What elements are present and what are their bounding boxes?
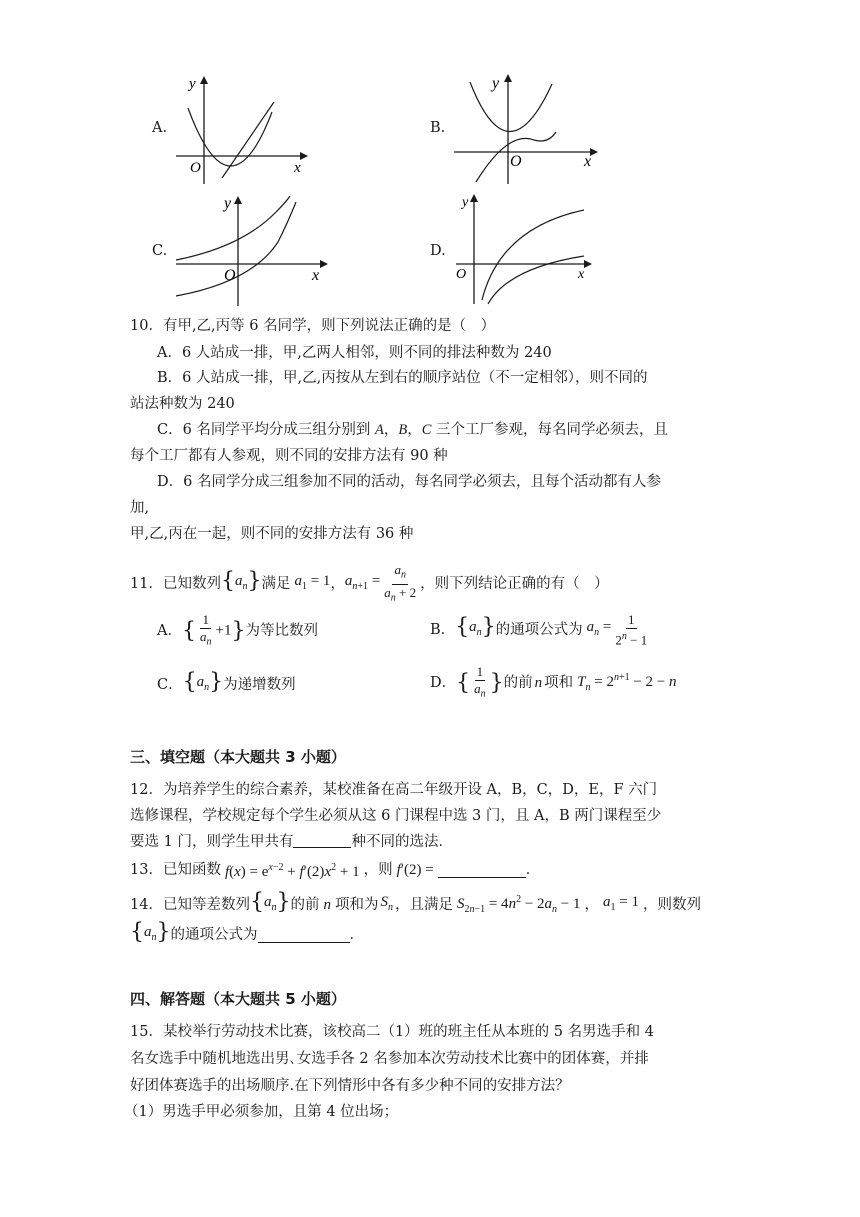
graph-d	[452, 188, 596, 308]
graph-c	[172, 192, 332, 308]
axis-x-label: x	[294, 160, 301, 176]
q14-answer-blank[interactable]	[258, 928, 350, 943]
option-d-label: D.	[430, 243, 446, 259]
q10-option-d-line3: 甲,乙,丙在一起，则不同的安排方法有 36 种	[130, 526, 414, 542]
origin-label: O	[456, 267, 467, 282]
axis-x-label: x	[578, 267, 585, 282]
q10-stem: 10．有甲,乙,丙等 6 名同学，则下列说法正确的是（ ）	[130, 318, 496, 334]
q12-line2: 选修课程，学校规定每个学生必须从这 6 门课程中选 3 门，且 A，B 两门课程至少	[130, 808, 662, 824]
q10-option-d-line2: 加,	[130, 500, 150, 516]
axis-x-label: x	[584, 153, 592, 170]
q10-option-c-line2: 每个工厂都有人参观，则不同的安排方法有 90 种	[130, 448, 448, 464]
q12-line1: 12．为培养学生的综合素养，某校准备在高二年级开设 A，B，C，D，E，F 六门	[130, 782, 658, 798]
q15-line2: 名女选手中随机地选出男､女选手各 2 名参加本次劳动技术比赛中的团体赛，并排	[130, 1051, 649, 1067]
q12-line3: 要选 1 门，则学生甲共有 种不同的选法．	[130, 834, 453, 850]
q11-option-a: A． { $\frac{1}{a_n}$ +1} 为等比数列	[157, 612, 318, 648]
q15-line1: 15．某校举行劳动技术比赛，该校高二（1）班的班主任从本班的 5 名男选手和 4	[130, 1024, 654, 1040]
option-a-label: A.	[152, 120, 168, 136]
q10-option-d-line1: D．6 名同学分成三组参加不同的活动，每名同学必须去，且每个活动都有人参	[157, 474, 661, 490]
axis-y-label: y	[492, 75, 500, 92]
q10-option-b-line1: B．6 人站成一排，甲,乙,丙按从左到右的顺序站位（不一定相邻），则不同的	[157, 370, 648, 386]
q11-stem: 11．已知数列 $\{a_n\}$ 满足 $a_1 = 1$ ， $a_{n+1}$ = $\frac{a_n}{a_n + 2}$ ，则下列结论正确的有（ ）	[130, 562, 609, 604]
origin-label: O	[510, 153, 522, 170]
q13-line: 13．已知函数 $f(x) = e^{x-2} + f'(2)x^2 + 1$ ，则 f′(2) = ．	[130, 862, 541, 880]
graph-a	[170, 72, 310, 188]
origin-label: O	[190, 160, 201, 176]
origin-label: O	[224, 267, 236, 284]
q10-option-c-line1: C．6 名同学平均分成三组分别到 A，B，C 三个工厂参观，每名同学必须去，且	[157, 422, 669, 438]
option-c-label: C.	[152, 243, 168, 259]
q11-option-d: D． { $\frac{1}{a_n}$ } 的前 n 项和 $T_n = 2^{n+1} - 2 - n$	[430, 664, 677, 700]
q11-option-c: C． $\{a_n\}$ 为递增数列	[157, 669, 296, 695]
q12-answer-blank[interactable]	[293, 833, 351, 848]
section-3-heading: 三、填空题（本大题共 3 小题）	[130, 748, 346, 766]
section-4-heading: 四、解答题（本大题共 5 小题）	[130, 990, 346, 1008]
q11-option-b: B． $\{a_n\}$ 的通项公式为 $a_n$ = $\frac{1}{2^n - 1}$	[430, 612, 648, 648]
axis-y-label: y	[189, 76, 196, 92]
q13-answer-blank[interactable]	[438, 863, 526, 878]
axis-y-label: y	[462, 195, 469, 210]
option-b-label: B.	[430, 120, 446, 136]
graph-b	[448, 70, 600, 188]
q14-line2: $\{a_n\}$ 的通项公式为 ．	[130, 919, 364, 945]
axis-y-label: y	[224, 195, 232, 212]
axis-x-label: x	[312, 267, 320, 284]
q10-option-a: A．6 人站成一排，甲,乙两人相邻，则不同的排法种数为 240	[157, 345, 552, 361]
q10-option-b-line2: 站法种数为 240	[130, 396, 235, 412]
q15-line3: 好团体赛选手的出场顺序.在下列情形中各有多少种不同的安排方法？	[130, 1078, 570, 1094]
q15-part1: （1）男选手甲必须参加，且第 4 位出场；	[124, 1104, 399, 1120]
q14-line1: 14．已知等差数列 $\{a_n\}$ 的前 n 项和为 $S_n$ ，且满足 $S_{2n-1} = 4n^2 - 2a_n - 1$ ， $a_1 = 1$ ，则数列	[130, 889, 701, 915]
